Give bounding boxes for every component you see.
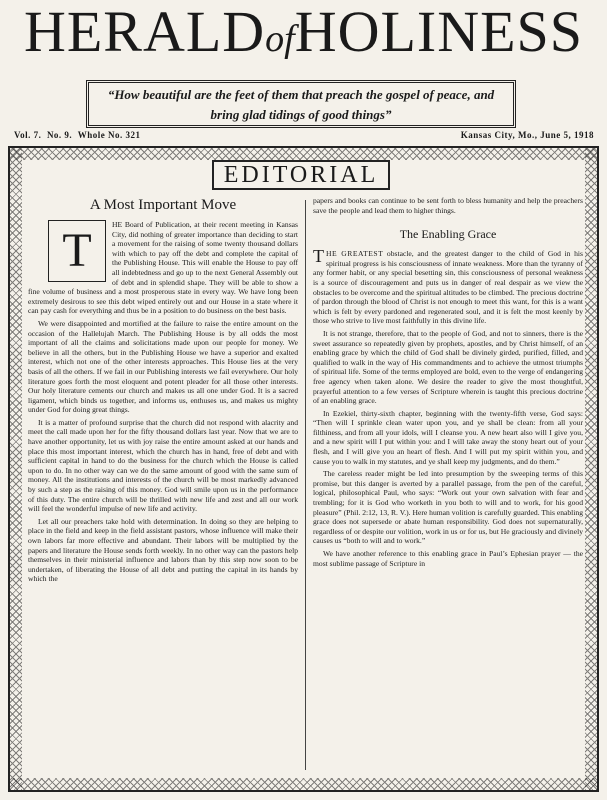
column-divider [305, 200, 306, 770]
section-heading: EDITORIAL [212, 160, 390, 190]
issue-line [14, 130, 594, 140]
title-left: HERALD [23, 0, 266, 64]
article-paragraph [313, 246, 583, 326]
issue-volume: Vol. 7. [14, 130, 42, 140]
article-title: The Enabling Grace [399, 227, 497, 242]
article-paragraph: In Ezekiel, thirty-sixth chapter, beginning with the twenty-fifth verse, God says: “Then will I sprinkle clean water upon you, and ye shall be clean: from all your filthiness, and from all your idols, will I cleanse you. A new heart also will I give you, and a new spirit will I put within you: and I will take away the stony heart out of your flesh, and I will give you an heart of flesh. And I will put my spirit within you, and cause you to walk in my statutes, and ye shall keep my judgments, and do them.” [313, 408, 583, 466]
article-paragraph: The careless reader might be led into presumption by the sweeping terms of this promise, but this danger is averted by a parallel passage, from the pen of the careful, logical, philosophical Paul, who says: “Work out your own salvation with fear and trembling; for it is God who worketh in you both to will and to work, for his good pleasure” (Phil. 2:12, 13, R. V.). Here human volition is carefully guarded. This enabling grace does not supersede or abate human responsibility. God does not supernaturally, regardless of or despite our volition, work in us or for us, but He graciously and divinely causes us “both to will and to work.” [313, 469, 583, 546]
article-paragraph: It is not strange, therefore, that to the people of God, and not to sinners, there is the sweet assurance so repeatedly given by prophets, apostles, and by Christ himself, of an enabling grace by which the child of God shall be divinely girded, purified, filled, and qualified to walk in the way of His commandments and to achieve the utmost triumphs of spiritual life. Some of the terms employed are bold, even to the verge of endangering free agency when taken alone. We desire the reader to give the most thoughtful, prayerful attention to a few verses of Scripture wherein is taught this precious doctrine of an enabling grace. [313, 328, 583, 406]
motto-line-1: “How beautiful are the feet of them that preach the gospel of peace, and [107, 87, 495, 102]
motto-box [86, 80, 516, 128]
masthead-title [0, 0, 607, 69]
article-paragraph: We have another reference to this enabling grace in Paul’s Ephesian prayer — the most sublime passage of Scripture in [313, 549, 583, 568]
article-continuation: papers and books can continue to be sent forth to bless humanity and help the preachers save the people and lead them to higher things. [313, 196, 583, 215]
issue-volume-group [14, 130, 140, 140]
article-paragraph: HE Board of Publication, at their recent meeting in Kansas City, did nothing of greater importance than deciding to start a movement for the raising of some twenty thousand dollars with which to pay off the debt and complete the capital of the Publishing House. This will enable the House to pay off all indebtedness and go up to the next General Assembly out of debt and in splendid shape. They will be able to show a fine volume of business and a most prosperous state in every way. We have long been extremely desirous to see this debt wiped entirely out and our House in a state where it can pay cash for everything and thus be in a position to do business on the best basis. [28, 220, 298, 316]
lead-paragraph-text: obstacle, and the greatest danger to the child of God in his spiritual progress is his consciousness of innate weakness. More than the tyranny of any former habit, or any special besetting sin, this consciousness of personal weakness is a source of discouragement and puts us in danger of real despair as we view the obstacles to be overcome and the spiritual altitudes to be climbed. The precious doctrine of pardon through the blood of Christ is not enough to meet this want, for this is a want which is felt by every pardoned and regenerated soul, and it is felt the most keenly by those who strive to live most faithfully in this divine life. [313, 249, 583, 326]
left-column [28, 196, 298, 587]
dropcap-box [48, 220, 106, 282]
frame-ornament-right [585, 148, 597, 790]
article-paragraph: We were disappointed and mortified at the failure to raise the entire amount on the occasion of the Hallelujah March. The Publishing House is by all odds the most important of all the claims and solicitations made upon our people for money. We believe in all the others, but in the Publishing House we have a superior and exalted interest, which not one of the other interests approaches. This House lies at the very basis of all the others. If we fail in our Publishing interests we fail everywhere. Our holy literature goes forth the most eloquent and potent pleader for all those other interests. Our holy literature cements our church and makes us all one under God. It is a sacred ligament, which binds us together, and informs us, enthuses us, and makes us mighty under God for doing great things. [28, 318, 298, 415]
title-right: HOLINESS [294, 0, 584, 64]
title-of: of [265, 18, 295, 60]
dropcap-letter: T [62, 224, 92, 277]
article-paragraph: Let all our preachers take hold with determination. In doing so they are helping to place in the field and keep in the field assistant pastors, whose influence will make their own labors far more effective and abundant. Their labors will be multiplied by the papers and literature the House sends forth weekly. In no other way can the pastors help themselves in their ministerial influence and labors than by this step now soon to be undertaken, of liberating the House of all debt and putting the capital in its hands by which the [28, 516, 298, 584]
frame-ornament-bottom [10, 778, 597, 790]
motto-line-2: bring glad tidings of good things” [210, 107, 392, 122]
article-paragraph: It is a matter of profound surprise that the church did not respond with alacrity and meet the call made upon her for the fifty thousand dollars last year. Now that we are to have another opportunity, let us with joy raise the entire amount asked at our hands and place this most important interest, which the church has in hand, free of debt and with sufficient capital in hand to do the business for the church which the House is called upon to do. In no other way can we do the same amount of good with the same sum of money. All the institutions and interests of the church will be most markedly advanced by such a step as the raising of this money. God will smile upon us in the performance of this duty. The entire church will be thrilled with new life and zest and all our work will feel the wonderful impulse of new life and activity. [28, 417, 298, 514]
lead-letter: T [313, 246, 324, 267]
masthead [0, 0, 607, 69]
frame-ornament-left [10, 148, 22, 790]
issue-place-date: Kansas City, Mo., June 5, 1918 [460, 130, 594, 140]
frame-ornament-top [10, 148, 597, 160]
right-column [313, 196, 583, 571]
issue-number: No. 9. [46, 130, 73, 140]
issue-whole-no: Whole No. 321 [77, 130, 141, 140]
lead-words: HE GREATEST [326, 249, 384, 259]
article-title: A Most Important Move [89, 197, 237, 213]
